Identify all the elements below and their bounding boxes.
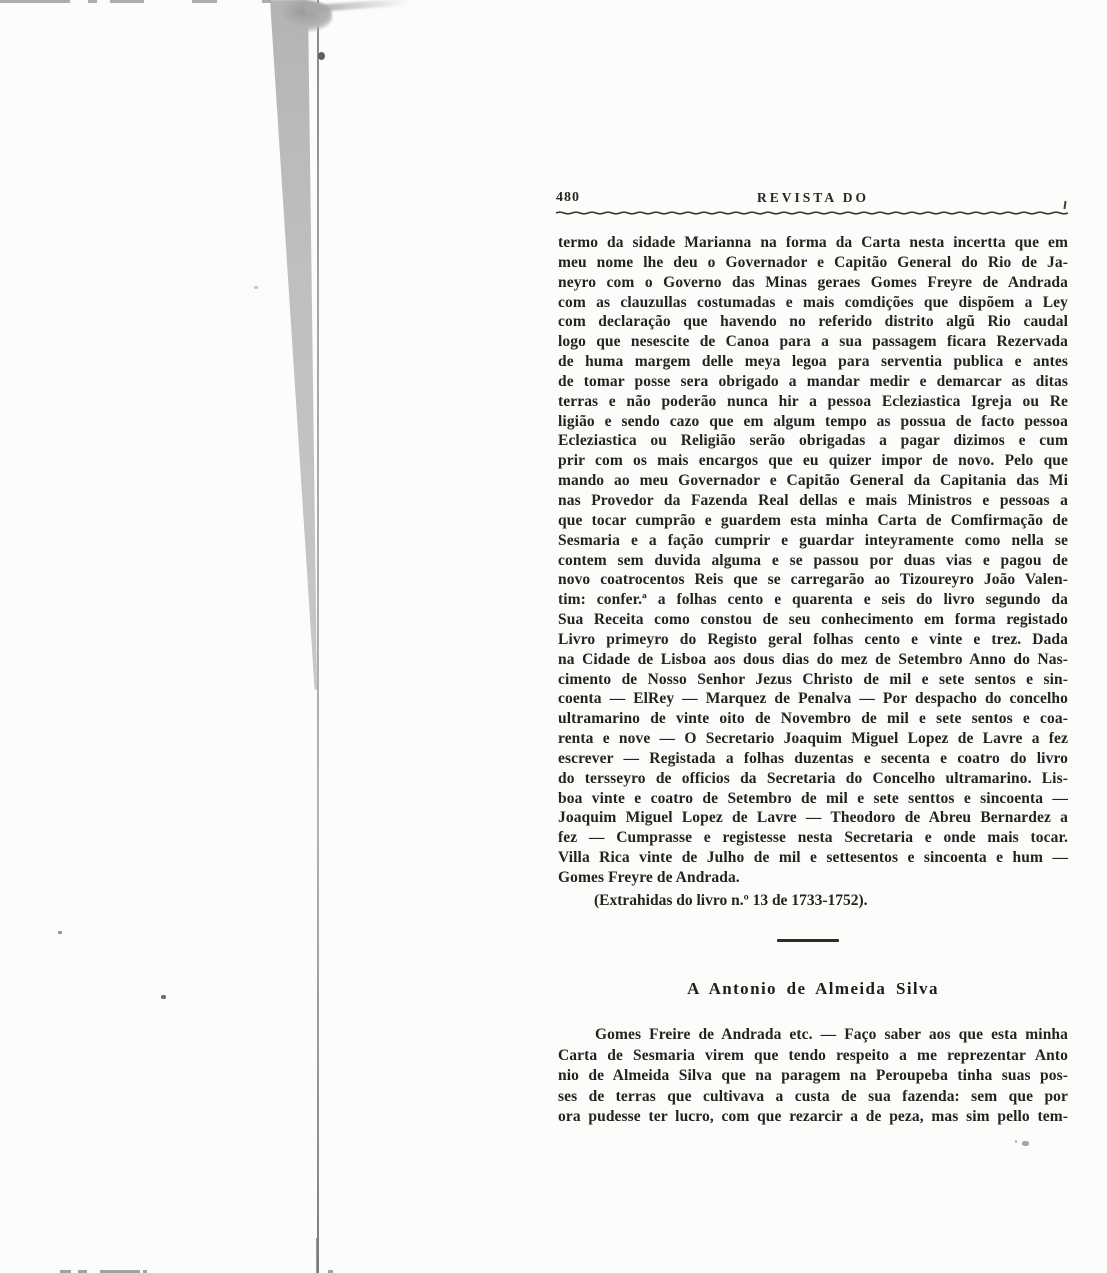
text-line: ligião e sendo cazo que em algum tempo as possua de facto pessoa bbox=[558, 412, 1068, 430]
text-line: meu nome lhe deu o Governador e Capitão General do Rio de Ja- bbox=[558, 253, 1068, 271]
text-line: logo que nesescite de Canoa para a sua passagem ficara Rezervada bbox=[558, 333, 1068, 351]
scan-artifact-fold-shadow bbox=[270, 0, 318, 690]
text-line: termo da sidade Marianna na forma da Carta nesta incertta que em bbox=[558, 234, 1068, 251]
scan-artifact-top-dash bbox=[192, 0, 217, 3]
extract-source-note: (Extrahidas do livro n.º 13 de 1733-1752). bbox=[594, 892, 868, 909]
scan-artifact-fold-line-foot bbox=[316, 1238, 319, 1273]
text-line: coenta — ElRey — Marquez de Penalva — Por despacho do concelho bbox=[558, 690, 1068, 708]
header-rule bbox=[556, 209, 1068, 217]
text-line: Villa Rica vinte de Julho de mil e settesentos e sincoenta e hum — bbox=[558, 849, 1068, 867]
text-line: Sesmaria e a fação cumprir e guardar inteyramente como nella se bbox=[558, 531, 1068, 549]
scan-artifact-top-dash bbox=[110, 0, 144, 3]
text-line: do tersseyro de officios da Secretaria do Concelho ultramarino. Lis- bbox=[558, 769, 1068, 787]
scan-artifact-top-dash bbox=[262, 0, 271, 3]
text-line: ses de terras que cultivava a custa de sua fazenda: sem que por bbox=[558, 1087, 1068, 1105]
section-divider-rule bbox=[777, 939, 839, 942]
text-line: Joaquim Miguel Lopez de Lavre — Theodoro de Abreu Bernardez a bbox=[558, 809, 1068, 827]
text-line: neyro com o Governo das Minas geraes Gomes Freyre de Andrada bbox=[558, 273, 1068, 291]
text-line: cimento de Nosso Senhor Jezus Christo de mil e sete sentos e sin- bbox=[558, 670, 1068, 688]
text-line: que tocar cumprão e guardem esta minha Carta de Comfirmação de bbox=[558, 511, 1068, 529]
text-line: terras e não poderão nunca hir a pessoa Ecleziastica Igreja ou Re bbox=[558, 392, 1068, 410]
scan-artifact-speck bbox=[58, 931, 62, 934]
text-line: nio de Almeida Silva que na paragem na Peroupeba tinha suas pos- bbox=[558, 1067, 1068, 1085]
running-head-title: REVISTA DO bbox=[757, 190, 869, 205]
text-line: Gomes Freire de Andrada etc. — Faço saber aos que esta minha bbox=[595, 1026, 1068, 1043]
scan-artifact-top-dash bbox=[88, 0, 97, 3]
scan-artifact-ink-dot bbox=[318, 52, 325, 60]
scan-artifact-fold-line bbox=[317, 0, 319, 1273]
text-line: Gomes Freyre de Andrada. bbox=[558, 869, 740, 886]
paragraph-antonio-almeida-silva bbox=[558, 1025, 1068, 1128]
text-line: renta e nove — O Secretario Joaquim Miguel Lopez de Lavre a fez bbox=[558, 730, 1068, 748]
text-line: Carta de Sesmaria virem que tendo respeito a me reprezentar Anto bbox=[558, 1046, 1068, 1064]
text-line: na Cidade de Lisboa aos dous dias do mez de Setembro Anno do Nas- bbox=[558, 650, 1068, 668]
paragraph-carta-confirmacao bbox=[558, 233, 1068, 888]
text-line: com as clauzullas costumadas e mais comdições que dispõem a Ley bbox=[558, 293, 1068, 311]
page-number: 480 bbox=[556, 190, 580, 205]
text-line: mando ao meu Governador e Capitão General da Capitania das Mi bbox=[558, 472, 1068, 490]
section-heading: A Antonio de Almeida Silva bbox=[687, 979, 939, 998]
scan-artifact-top-dash bbox=[0, 0, 70, 3]
text-line: prir com os mais encargos que eu quizer impor de novo. Pelo que bbox=[558, 452, 1068, 470]
text-line: ora pudesse ter lucro, com que rezarcir a de peza, mas sim pello tem- bbox=[558, 1108, 1068, 1126]
text-line: Livro primeyro do Registo geral folhas cento e vinte e trez. Dada bbox=[558, 630, 1068, 648]
text-line: Ecleziastica ou Religião serão obrigadas a pagar dizimos e cum bbox=[558, 432, 1068, 450]
text-line: escrever — Registada a folhas duzentas e secenta e coatro do livro bbox=[558, 749, 1068, 767]
scan-artifact-speck bbox=[1015, 1140, 1017, 1143]
scan-artifact-speck bbox=[161, 995, 166, 999]
text-line: com declaração que havendo no referido distrito algũ Rio caudal bbox=[558, 313, 1068, 331]
text-line: Sua Receita como constou de seu conhecimento em forma registado bbox=[558, 611, 1068, 629]
scan-artifact-speck bbox=[1022, 1141, 1029, 1146]
text-line: ultramarino de vinte oito de Novembro de mil e sete sentos e coa- bbox=[558, 710, 1068, 728]
text-line: de tomar posse sera obrigado a mandar medir e demarcar as ditas bbox=[558, 372, 1068, 390]
text-line: tim: confer.ª a folhas cento e quarenta e seis do livro segundo da bbox=[558, 591, 1068, 609]
text-line: boa vinte e coatro de Setembro de mil e sete senttos e sincoenta — bbox=[558, 789, 1068, 807]
text-line: de huma margem delle meya legoa para serventia publica e antes bbox=[558, 353, 1068, 371]
text-line: contem sem duvida alguma e se passou por duas vias e pagou de bbox=[558, 551, 1068, 569]
text-line: fez — Cumprasse e registesse nesta Secretaria e onde mais tocar. bbox=[558, 829, 1068, 847]
text-line: novo coatrocentos Reis que se carregarão ao Tizoureyro João Valen- bbox=[558, 571, 1068, 589]
text-line: nas Provedor da Fazenda Real dellas e mais Ministros e pessoas a bbox=[558, 491, 1068, 509]
scan-artifact-speck bbox=[254, 286, 258, 289]
